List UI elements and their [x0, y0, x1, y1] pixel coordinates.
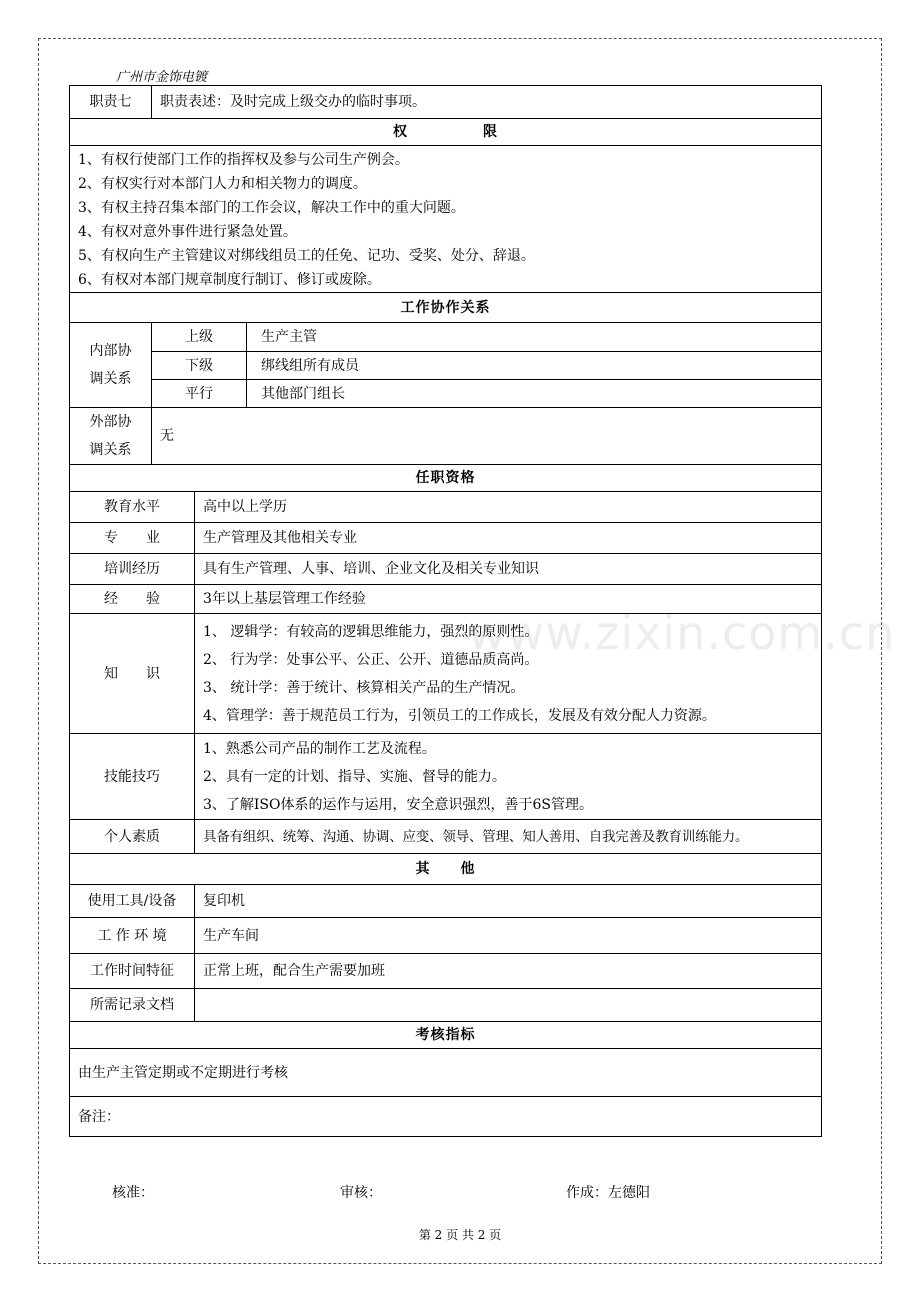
relation-party: 绑线组所有成员: [247, 352, 822, 380]
skills-item: 2、具有一定的计划、指导、实施、督导的能力。: [203, 768, 506, 785]
duty7-text: 职责表述：及时完成上级交办的临时事项。: [152, 86, 822, 119]
environment-label: 工 作 环 境: [70, 918, 195, 954]
approve-signature: 核准：: [112, 1185, 154, 1201]
review-signature: 审核：: [340, 1185, 382, 1201]
duty7-row: [70, 86, 822, 119]
work-time-label: 工作时间特征: [70, 954, 195, 989]
knowledge-label: 知 识: [70, 614, 195, 734]
tools-value: 复印机: [195, 885, 822, 918]
assessment-text: 由生产主管定期或不定期进行考核: [70, 1049, 822, 1097]
job-description-table: [69, 85, 822, 1137]
training-label: 培训经历: [70, 554, 195, 585]
relation-party: 其他部门组长: [247, 380, 822, 408]
personal-label: 个人素质: [70, 820, 195, 854]
experience-value: 3年以上基层管理工作经验: [195, 585, 822, 614]
qualification-title: 任职资格: [70, 465, 822, 492]
company-header: 广州市金饰电镀: [116, 70, 208, 85]
authority-item: 2、有权实行对本部门人力和相关物力的调度。: [78, 176, 367, 192]
knowledge-item: 3、 统计学：善于统计、核算相关产品的生产情况。: [203, 679, 525, 696]
records-value: [195, 989, 822, 1022]
personal-value: 具备有组织、统筹、沟通、协调、应变、领导、管理、知人善用、自我完善及教育训练能力。: [195, 820, 822, 854]
prepared-signature: 作成：左德阳: [566, 1185, 650, 1201]
work-time-value: 正常上班，配合生产需要加班: [195, 954, 822, 989]
authority-item: 1、有权行使部门工作的指挥权及参与公司生产例会。: [78, 152, 409, 168]
cooperation-title: 工作协作关系: [70, 293, 822, 323]
remarks: 备注：: [70, 1097, 822, 1137]
authority-list: [70, 146, 822, 293]
education-value: 高中以上学历: [195, 492, 822, 523]
authority-item: 5、有权向生产主管建议对绑线组员工的任免、记功、受奖、处分、辞退。: [78, 248, 535, 264]
internal-coordination-label: [70, 323, 152, 408]
skills-item: 3、了解ISO体系的运作与运用，安全意识强烈，善于6S管理。: [203, 796, 594, 813]
education-label: 教育水平: [70, 492, 195, 523]
relation-type: 下级: [152, 352, 247, 380]
training-value: 具有生产管理、人事、培训、企业文化及相关专业知识: [195, 554, 822, 585]
major-label: 专 业: [70, 523, 195, 554]
skills-item: 1、熟悉公司产品的制作工艺及流程。: [203, 740, 436, 757]
page-number: 第 2 页 共 2 页: [418, 1228, 502, 1242]
other-title: 其 他: [70, 854, 822, 885]
internal-coordination-text: 内部协调关系: [89, 343, 132, 387]
authority-item: 3、有权主持召集本部门的工作会议，解决工作中的重大问题。: [78, 200, 465, 216]
knowledge-list: [195, 614, 822, 734]
relation-type: 平行: [152, 380, 247, 408]
authority-title: 权 限: [70, 119, 822, 146]
authority-item: 4、有权对意外事件进行紧急处置。: [78, 224, 297, 240]
external-coordination-label: [70, 408, 152, 465]
experience-label: 经 验: [70, 585, 195, 614]
knowledge-item: 1、 逻辑学：有较高的逻辑思维能力，强烈的原则性。: [203, 623, 539, 640]
skills-label: 技能技巧: [70, 734, 195, 820]
skills-list: [195, 734, 822, 820]
tools-label: 使用工具/设备: [70, 885, 195, 918]
authority-item: 6、有权对本部门规章制度行制订、修订或废除。: [78, 272, 381, 288]
assessment-title: 考核指标: [70, 1022, 822, 1049]
relation-type: 上级: [152, 323, 247, 352]
environment-value: 生产车间: [195, 918, 822, 954]
external-coordination-text: 外部协调关系: [89, 414, 132, 458]
watermark: www.zixin.com.cn: [468, 606, 896, 660]
knowledge-item: 2、 行为学：处事公平、公正、公开、道德品质高尚。: [203, 651, 539, 668]
major-value: 生产管理及其他相关专业: [195, 523, 822, 554]
relation-party: 生产主管: [247, 323, 822, 352]
external-coordination-value: 无: [152, 408, 822, 465]
records-label: 所需记录文档: [70, 989, 195, 1022]
duty7-label: 职责七: [70, 86, 152, 119]
knowledge-item: 4、管理学：善于规范员工行为，引领员工的工作成长，发展及有效分配人力资源。: [203, 707, 716, 724]
